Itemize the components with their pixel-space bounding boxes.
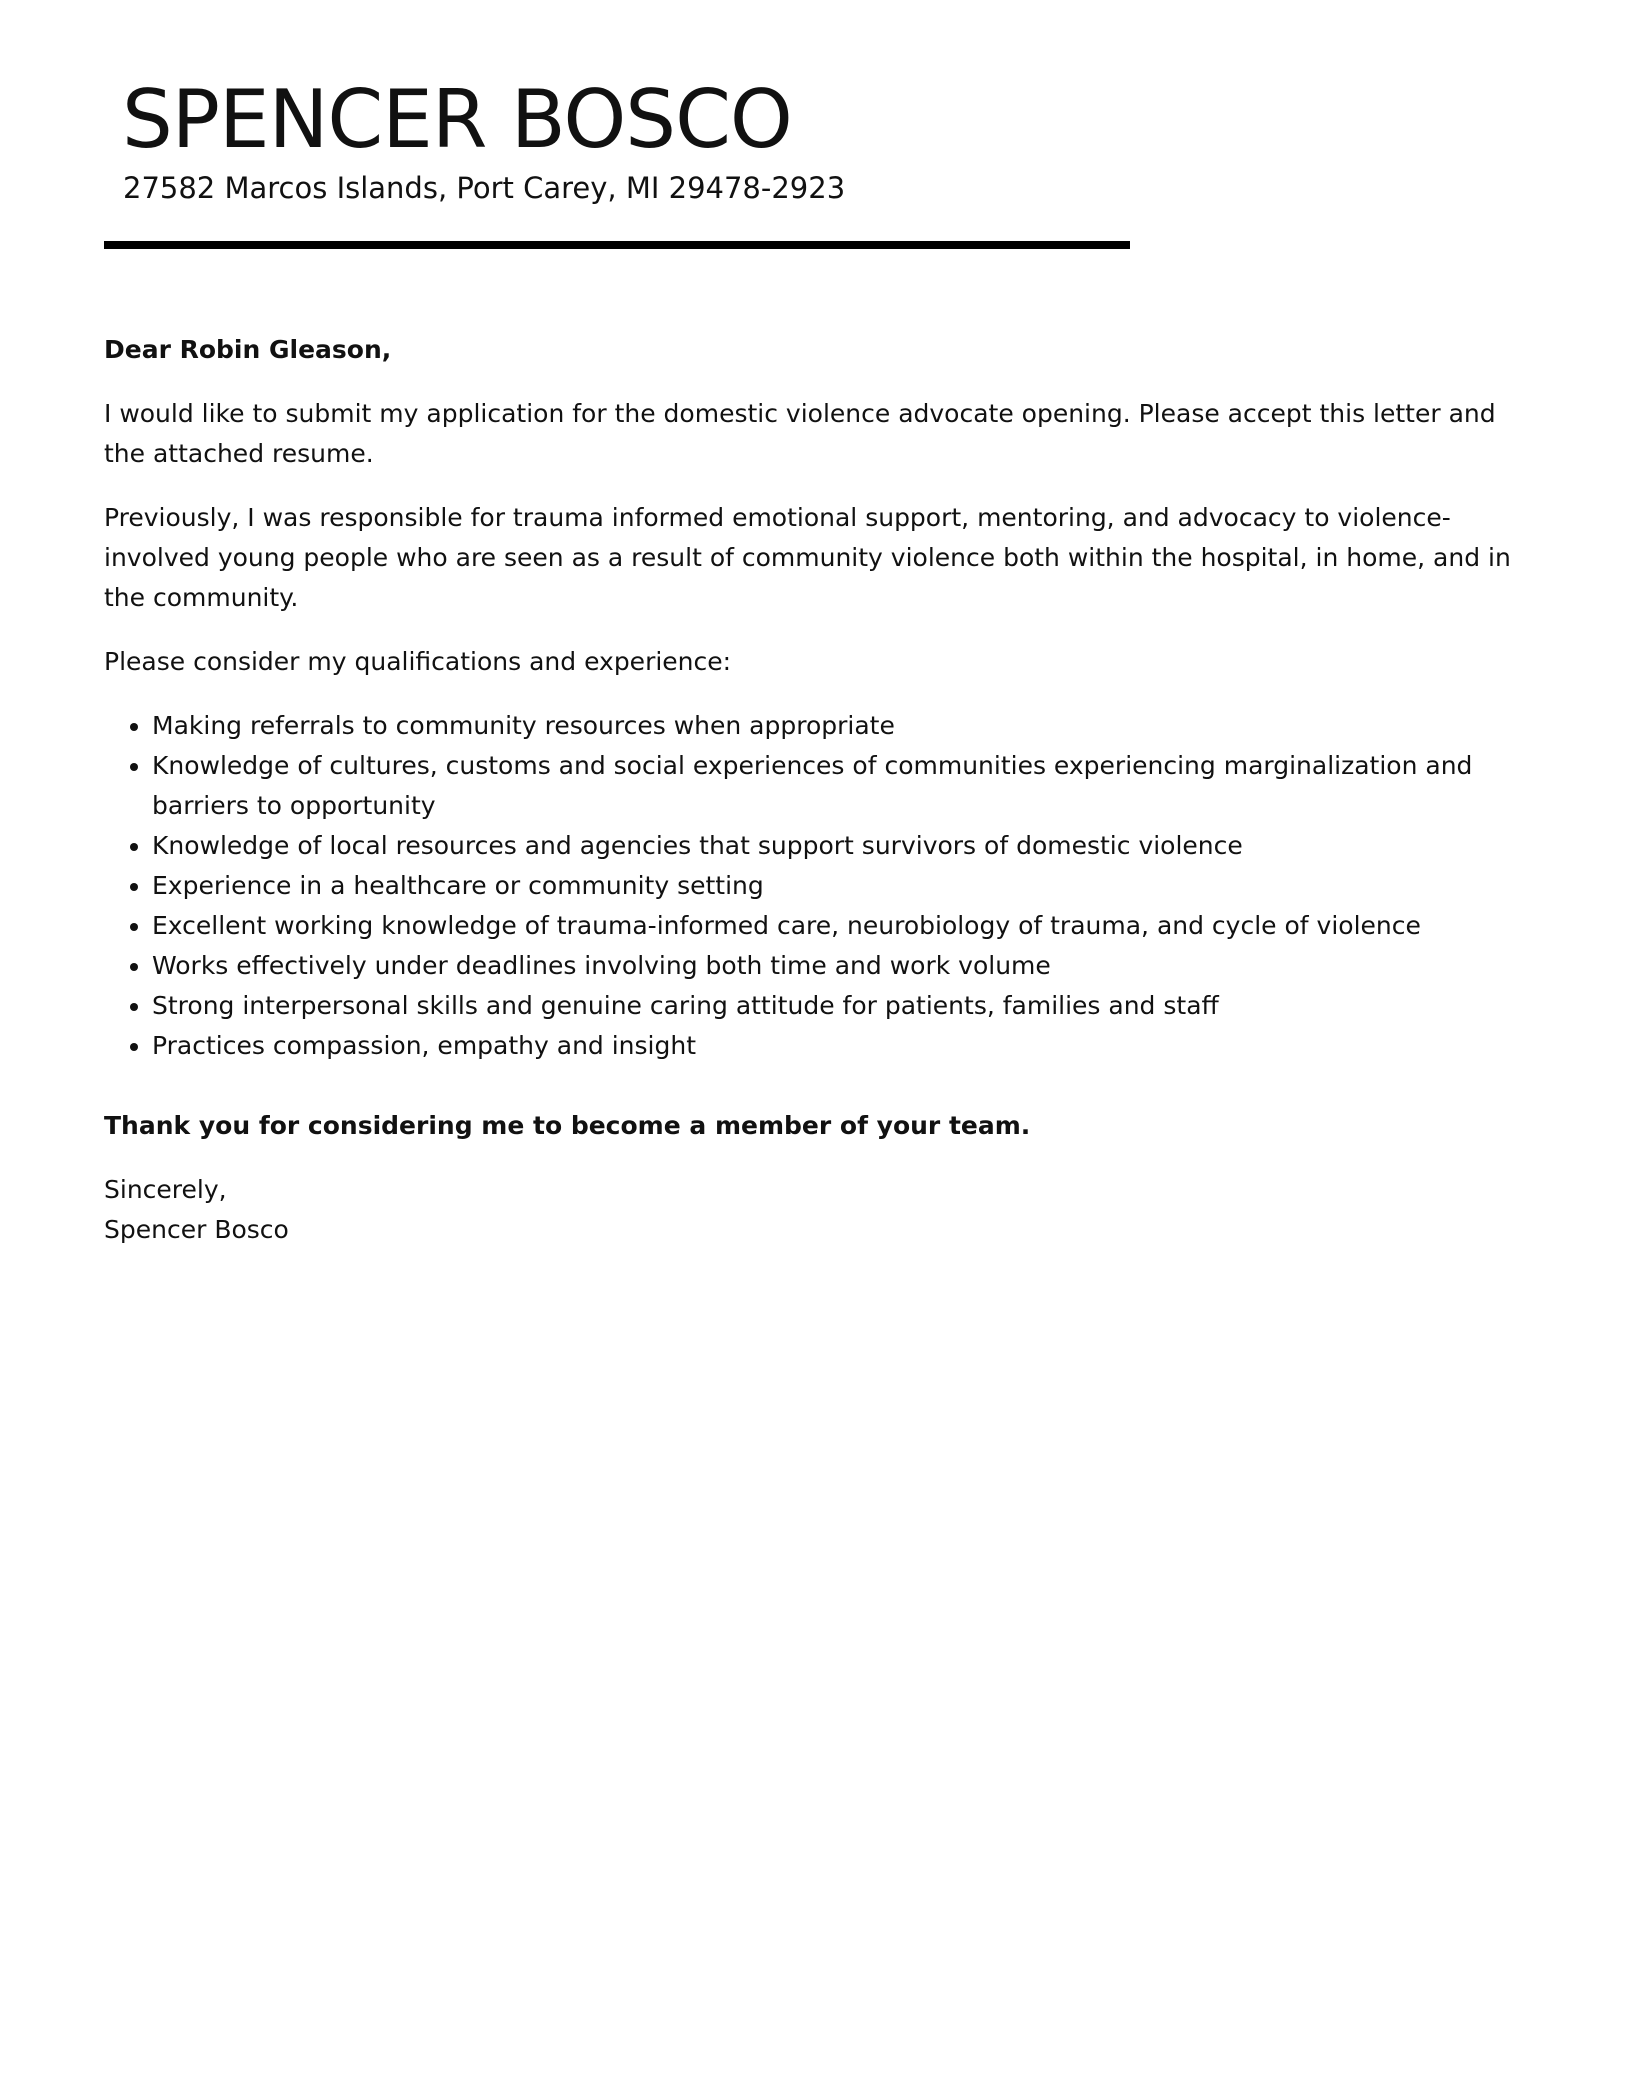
qualification-item: • Practices compassion, empathy and insight	[152, 1026, 1524, 1066]
applicant-address: 27582 Marcos Islands, Port Carey, MI 29478-2923	[123, 171, 846, 205]
qualifications-list	[104, 706, 1524, 1066]
qualification-item: • Works effectively under deadlines involving both time and work volume	[152, 946, 1524, 986]
qualification-item: • Knowledge of cultures, customs and social experiences of communities experiencing marginalization and barriers to opportunity	[152, 746, 1524, 826]
letter-body	[104, 330, 1524, 1250]
letter-greeting: Dear Robin Gleason,	[104, 335, 392, 364]
qualification-item: • Knowledge of local resources and agencies that support survivors of domestic violence	[152, 826, 1524, 866]
applicant-name: SPENCER BOSCO	[122, 73, 792, 166]
qualification-item: • Experience in a healthcare or community setting	[152, 866, 1524, 906]
letter-closing: Thank you for considering me to become a member of your team.	[104, 1111, 1031, 1140]
letter-paragraph-experience: Previously, I was responsible for trauma informed emotional support, mentoring, and advocacy to violence-involved young people who are seen as a result of community violence both within the hospital, in home, and in the community.	[104, 503, 1511, 612]
qualification-item: • Excellent working knowledge of trauma-informed care, neurobiology of trauma, and cycle of violence	[152, 906, 1524, 946]
qualifications-intro: Please consider my qualifications and experience:	[104, 647, 732, 676]
header-divider	[104, 241, 1130, 249]
qualification-item: • Making referrals to community resources when appropriate	[152, 706, 1524, 746]
letter-signoff: Sincerely,	[104, 1175, 227, 1204]
qualification-item: • Strong interpersonal skills and genuine caring attitude for patients, families and staff	[152, 986, 1524, 1026]
letter-paragraph-intro: I would like to submit my application for the domestic violence advocate opening. Please accept this letter and the attached resume.	[104, 399, 1496, 468]
letter-signature: Spencer Bosco	[104, 1215, 289, 1244]
